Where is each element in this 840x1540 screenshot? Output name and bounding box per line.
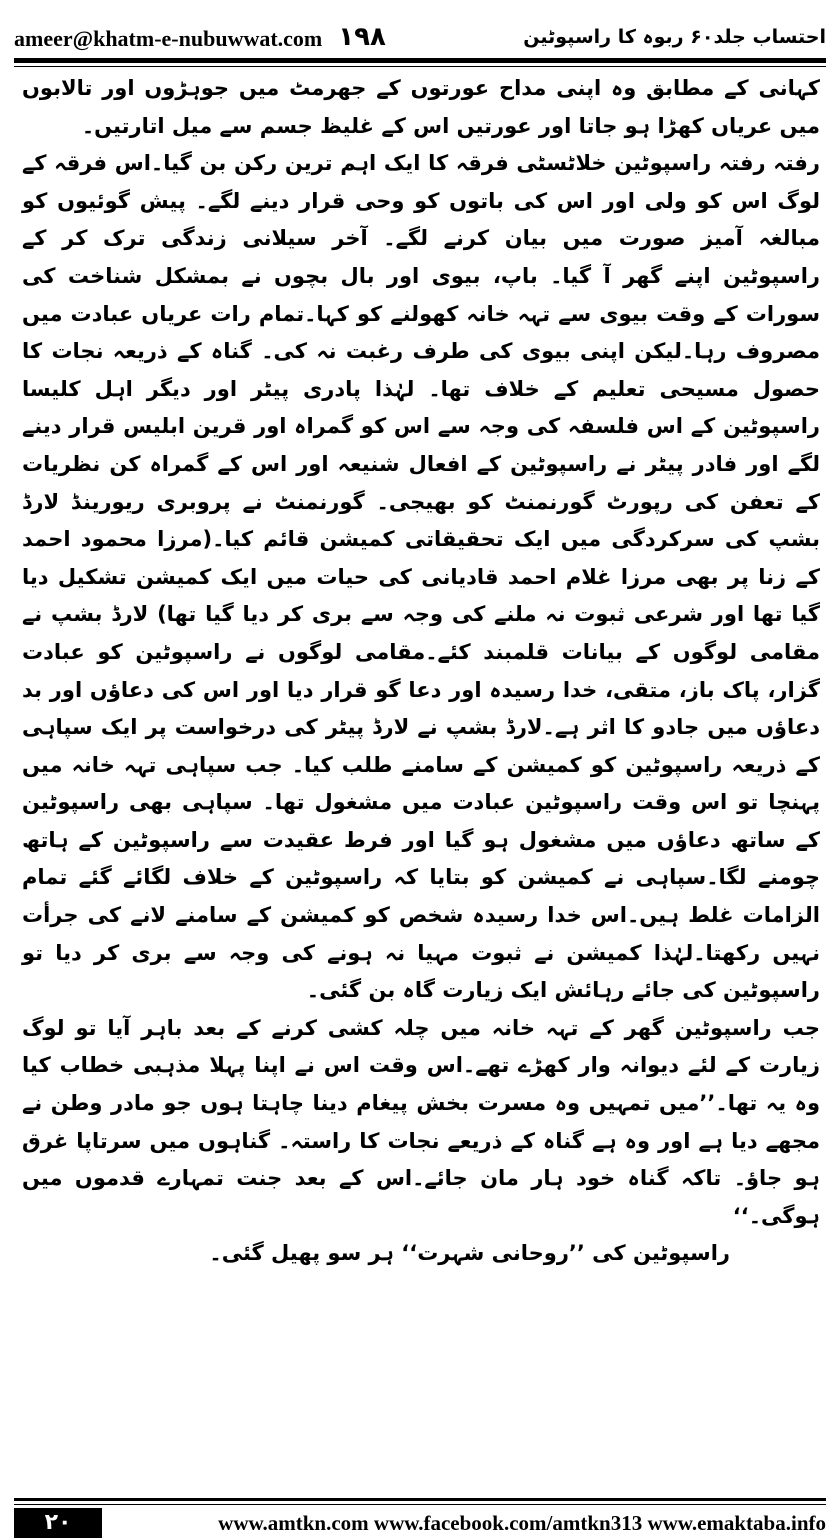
- header-rule-thin: [14, 66, 826, 67]
- page-number: ۱۹۸: [338, 22, 386, 52]
- header-email[interactable]: ameer@khatm-e-nubuwwat.com: [14, 26, 323, 51]
- running-title: احتساب جلد۶۰ ربوہ کا راسپوٹین: [523, 26, 826, 48]
- footer-rule-thin: [14, 1504, 826, 1505]
- header-rule-thick: [14, 58, 826, 63]
- page-header: [14, 8, 826, 54]
- body-text: [22, 70, 820, 1273]
- paragraph-2: رفتہ رفتہ راسپوٹین خلاٹسٹی فرقہ کا ایک اہم ترین رکن بن گیا۔اس فرقہ کے لوگ اس کو ولی اور اس کی باتوں کو وحی قرار دینے لگے۔ پیش گوئیوں کو مبالغہ آمیز صورت میں بیان کرنے لگے۔ آخر سیلانی زندگی ترک کر کے راسپوٹین اپنے گھر آ گیا۔ باپ، بیوی اور بال بچوں نے بمشکل شناخت کی سورات کے وقت بیوی سے تہہ خانہ کھولنے کو کہا۔تمام رات عریاں عبادت میں مصروف رہا۔لیکن اپنی بیوی کی طرف رغبت نہ کی۔ گناہ کے ذریعہ نجات کا حصول مسیحی تعلیم کے خلاف تھا۔ لہٰذا پادری پیٹر اور دیگر اہل کلیسا راسپوٹین کے اس فلسفہ کی وجہ سے اس کو گمراہ اور قرین ابلیس قرار دینے لگے اور فادر پیٹر نے راسپوٹین کے افعال شنیعہ اور اس کے گمراہ کن نظریات کے تعفن کی رپورٹ گورنمنٹ کو بھیجی۔ گورنمنٹ نے پروبری ریورینڈ لارڈ بشپ کی سرکردگی میں ایک تحقیقاتی کمیشن قائم کیا۔(مرزا محمود احمد کے زنا پر بھی مرزا غلام احمد قادیانی کی حیات میں ایک کمیشن تشکیل دیا گیا تھا اور شرعی ثبوت نہ ملنے کی وجہ سے بری کر دیا گیا تھا) لارڈ بشپ نے مقامی لوگوں کے بیانات قلمبند کئے۔مقامی لوگوں نے راسپوٹین کو عبادت گزار، پاک باز، متقی، خدا رسیدہ اور دعا گو قرار دیا اور اس کی دعاؤں اور بد دعاؤں میں جادو کا اثر ہے۔لارڈ بشپ نے لارڈ پیٹر کی درخواست پر ایک سپاہی کے ذریعہ راسپوٹین کو کمیشن کے سامنے طلب کیا۔ جب سپاہی تہہ خانہ میں پہنچا تو اس وقت راسپوٹین عبادت میں مشغول تھا۔ سپاہی بھی راسپوٹین کے ساتھ دعاؤں میں مشغول ہو گیا اور فرط عقیدت سے راسپوٹین کے ہاتھ چومنے لگا۔سپاہی نے کمیشن کو بتایا کہ راسپوٹین کے خلاف لگائے گئے تمام الزامات غلط ہیں۔اس خدا رسیدہ شخص کو کمیشن کے سامنے لانے کی جرأت نہیں رکھتا۔لہٰذا کمیشن نے ثبوت مہیا نہ ہونے کی وجہ سے بری کر دیا تو راسپوٹین کی جائے رہائش ایک زیارت گاہ بن گئی۔: [22, 151, 820, 1003]
- header-left-group: [14, 20, 386, 54]
- paragraph-3: جب راسپوٹین گھر کے تہہ خانہ میں چلہ کشی کرنے کے بعد باہر آیا تو لوگ زیارت کے لئے دیوانہ وار کھڑے تھے۔اس وقت اس نے اپنا پہلا مذہبی خطاب کیا وہ یہ تھا۔’’میں تمہیں وہ مسرت بخش پیغام دینا چاہتا ہوں جو مادر وطن نے مجھے دیا ہے اور وہ ہے گناہ کے ذریعے نجات کا راستہ۔ گناہوں میں سرتاپا غرق ہو جاؤ۔ تاکہ گناہ خود ہار مان جائے۔اس کے بعد جنت تمہارے قدموں میں ہوگی۔‘‘: [22, 1015, 820, 1228]
- paragraph-1: کہانی کے مطابق وہ اپنی مداح عورتوں کے جھرمٹ میں جوہڑوں اور تالابوں میں عریاں کھڑا ہو جاتا اور عورتیں اس کے غلیظ جسم سے میل اتارتیں۔: [22, 76, 820, 138]
- footer-page-badge: ۲۰: [14, 1508, 102, 1538]
- footer-links[interactable]: www.amtkn.com www.facebook.com/amtkn313 www.emaktaba.info: [218, 1511, 826, 1535]
- paragraph-4: راسپوٹین کی ’’روحانی شہرت‘‘ ہر سو پھیل گئی۔: [209, 1241, 730, 1266]
- footer-rule-thick: [14, 1498, 826, 1501]
